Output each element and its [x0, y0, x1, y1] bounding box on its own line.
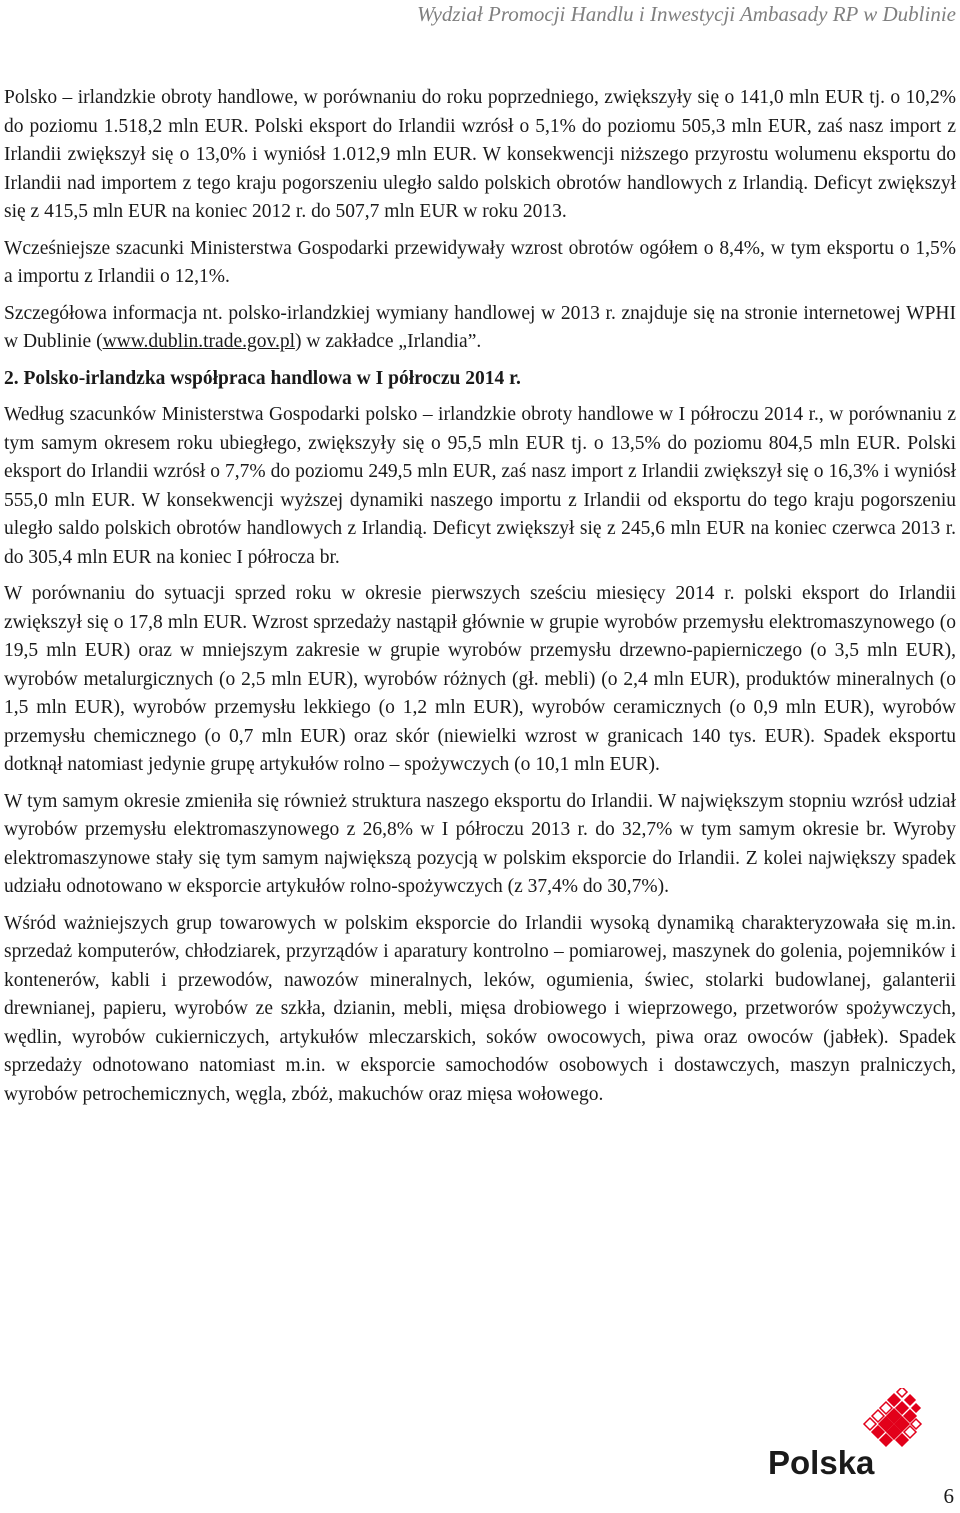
paragraph-export-growth: W porównaniu do sytuacji sprzed roku w okresie pierwszych sześciu miesięcy 2014 r. polski eksport do Irlandii zwiększył się o 17,8 mln EUR. Wzrost sprzedaży nastąpił głównie w grupie wyrobów przemysłu elektromaszynowego (o 19,5 mln EUR) oraz w mniejszym zakresie w grupie wyrobów przemysłu drzewno-papierniczego (o 3,5 mln EUR), wyrobów metalurgicznych (o 2,5 mln EUR), wyrobów różnych (gł. mebli) (o 2,4 mln EUR), produktów mineralnych (o 1,5 mln EUR), wyrobów przemysłu lekkiego (o 1,2 mln EUR), wyrobów ceramicznych (o 0,9 mln EUR), wyrobów przemysłu chemicznego (o 0,7 mln EUR) oraz skór (niewielki wzrost w granicach 140 tys. EUR). Spadek eksportu dotknął natomiast jedynie grupę artykułów rolno – spożywczych (o 10,1 mln EUR).: [4, 583, 956, 775]
details-text-before: Szczegółowa informacja nt. polsko-irlandzkiej wymiany handlowej w 2013 r. znajduje się na stronie internetowej WPHI w Dublinie (: [4, 302, 956, 352]
paragraph-trade-2013: Polsko – irlandzkie obroty handlowe, w porównaniu do roku poprzedniego, zwiększyły się o 141,0 mln EUR tj. o 10,2% do poziomu 1.518,2 mln EUR. Polski eksport do Irlandii wzrósł o 5,1% do poziomu 505,3 mln EUR, zaś nasz import z Irlandii zwiększył się o 13,0% i wyniósł 1.012,9 mln EUR. W konsekwencji niższego przyrostu wolumenu eksportu do Irlandii nad importem z tego kraju pogorszeniu uległo saldo polskich obrotów handlowych z Irlandią. Deficyt zwiększył się z 415,5 mln EUR na koniec 2012 r. do 507,7 mln EUR w roku 2013.: [4, 87, 956, 222]
logo-diamond-shape: [897, 1388, 907, 1397]
section-heading: 2. Polsko-irlandzka współpraca handlowa w I półroczu 2014 r.: [4, 367, 521, 389]
polska-logo-shapes: [864, 1388, 921, 1446]
paragraph-product-groups: Wśród ważniejszych grup towarowych w polskim eksporcie do Irlandii wysoką dynamiką charakteryzowała się m.in. sprzedaż komputerów, chłodziarek, przyrządów i aparatury kontrolno – pomiarowej, maszynek do golenia, pojemników i kontenerów, kabli i przewodów, nawozów mineralnych, leków, ogumienia, świec, stolarki budowlanej, galanterii drewnianej, papieru, wyrobów ze szkła, dzianin, mebli, mięsa drobiowego i wieprzowego, przetworów spożywczych, wędlin, wyrobów cukierniczych, artykułów mleczarskich, soków owocowych, piwa oraz owoców (jabłek). Spadek sprzedaży odnotowano natomiast m.in. w eksporcie samochodów osobowych i dostawczych, maszyn pralniczych, wyrobów petrochemicznych, węgla, zbóż, makuchów oraz mięsa wołowego.: [4, 912, 956, 1105]
paragraph-estimates: Wcześniejsze szacunki Ministerstwa Gospodarki przewidywały wzrost obrotów ogółem o 8,4%, w tym eksportu o 1,5% a importu z Irlandii o 12,1%.: [4, 237, 956, 287]
wphi-link[interactable]: www.dublin.trade.gov.pl: [102, 331, 296, 352]
logo-diamond-shape: [888, 1394, 900, 1406]
paragraph-h1-2014-trade: Według szacunków Ministerstwa Gospodarki polsko – irlandzkie obroty handlowe w I półroczu 2014 r., w porównaniu z tym samym okresem roku ubiegłego, zwiększyły się o 95,5 mln EUR tj. o 13,5% do poziomu 804,5 mln EUR. Polski eksport do Irlandii wzrósł o 7,7% do poziomu 249,5 mln EUR, zaś nasz import z Irlandii zwiększył się o 16,3% i wyniósł 555,0 mln EUR. W konsekwencji wyższej dynamiki naszego importu z Irlandii od eksportu do tego kraju pogorszeniu uległo saldo polskich obrotów handlowych z Irlandią. Deficyt zwiększył się z 245,6 mln EUR na koniec czerwca 2013 r. do 305,4 mln EUR na koniec I półrocza br.: [4, 404, 956, 568]
document-body: [4, 84, 956, 1117]
page-number: 6: [943, 1484, 954, 1508]
polska-logo: [766, 1388, 926, 1480]
paragraph-details-link: [4, 300, 956, 357]
paragraph-export-structure: W tym samym okresie zmieniła się również struktura naszego eksportu do Irlandii. W największym stopniu wzrósł udział wyrobów przemysłu elektromaszynowego z 26,8% w I półroczu 2013 r. do 32,7% w tym samym okresie br. Wyroby elektromaszynowe stały się tym samym największą pozycją w polskim eksporcie do Irlandii. Z kolei największy spadek udziału odnotowano w eksporcie artykułów rolno-spożywczych (z 37,4% do 30,7%).: [4, 790, 956, 897]
polska-logo-wordmark: Polska: [768, 1444, 875, 1480]
polska-logo-graphic: [766, 1388, 926, 1480]
details-text-after: ) w zakładce „Irlandia”.: [295, 331, 482, 352]
logo-diamond-shape: [905, 1395, 915, 1405]
logo-diamond-shape: [864, 1418, 876, 1430]
page-header: Wydział Promocji Handlu i Inwestycji Ambasady RP w Dublinie: [417, 2, 956, 26]
logo-diamond-shape: [912, 1404, 920, 1412]
